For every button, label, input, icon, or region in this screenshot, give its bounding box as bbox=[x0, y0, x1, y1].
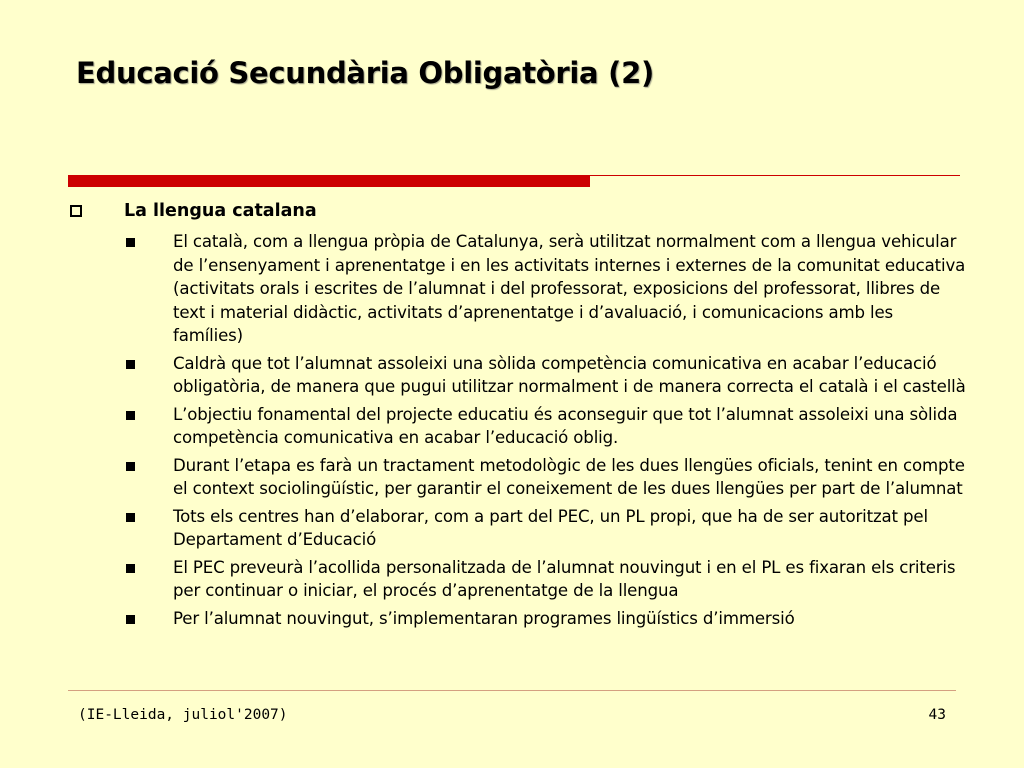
title-divider-thin bbox=[590, 175, 960, 176]
square-bullet-icon bbox=[126, 360, 135, 369]
list-item bbox=[126, 505, 966, 552]
hollow-square-bullet-icon bbox=[70, 205, 82, 217]
square-bullet-icon bbox=[126, 411, 135, 420]
list-item bbox=[126, 454, 966, 501]
list-item bbox=[126, 556, 966, 603]
list-item bbox=[126, 403, 966, 450]
section-heading: La llengua catalana bbox=[124, 201, 317, 221]
list-item bbox=[126, 230, 966, 348]
bullet-text: Per l’alumnat nouvingut, s’implementaran programes lingüístics d’immersió bbox=[173, 608, 795, 628]
bullet-text: El PEC preveurà l’acollida personalitzada de l’alumnat nouvingut i en el PL es fixaran els criteris per continuar o iniciar, el procés d’aprenentatge de la llengua bbox=[173, 557, 956, 600]
bullet-text: Durant l’etapa es farà un tractament metodològic de les dues llengües oficials, tenint en compte el context sociolingüístic, per garantir el coneixement de les dues llengües per part de l’alumnat bbox=[173, 455, 965, 498]
square-bullet-icon bbox=[126, 615, 135, 624]
square-bullet-icon bbox=[126, 462, 135, 471]
bullet-text: El català, com a llengua pròpia de Catalunya, serà utilitzat normalment com a llengua vehicular de l’ensenyament i aprenentatge i en les activitats internes i externes de la comunitat educativa (activitats orals i escrites de l’alumnat i del professorat, exposicions del professorat, llibres de text i material didàctic, activitats d’aprenentatge i d’avaluació, i comunicacions amb les famílies) bbox=[173, 232, 966, 345]
square-bullet-icon bbox=[126, 513, 135, 522]
square-bullet-icon bbox=[126, 564, 135, 573]
bullet-list bbox=[126, 230, 966, 634]
title-divider-thick bbox=[68, 175, 590, 187]
list-item bbox=[126, 352, 966, 399]
list-item bbox=[126, 607, 966, 631]
bullet-text: Caldrà que tot l’alumnat assoleixi una sòlida competència comunicativa en acabar l’educació obligatòria, de manera que pugui utilitzar normalment i de manera correcta el català i el castellà bbox=[173, 353, 966, 396]
square-bullet-icon bbox=[126, 238, 135, 247]
slide-title: Educació Secundària Obligatòria (2) bbox=[76, 56, 654, 90]
footer-source: (IE-Lleida, juliol'2007) bbox=[78, 707, 288, 723]
footer-divider bbox=[68, 690, 956, 691]
bullet-text: L’objectiu fonamental del projecte educatiu és aconseguir que tot l’alumnat assoleixi una sòlida competència comunicativa en acabar l’educació oblig. bbox=[173, 404, 958, 447]
page-number: 43 bbox=[928, 707, 946, 723]
bullet-text: Tots els centres han d’elaborar, com a part del PEC, un PL propi, que ha de ser autoritzat pel Departament d’Educació bbox=[173, 506, 928, 549]
